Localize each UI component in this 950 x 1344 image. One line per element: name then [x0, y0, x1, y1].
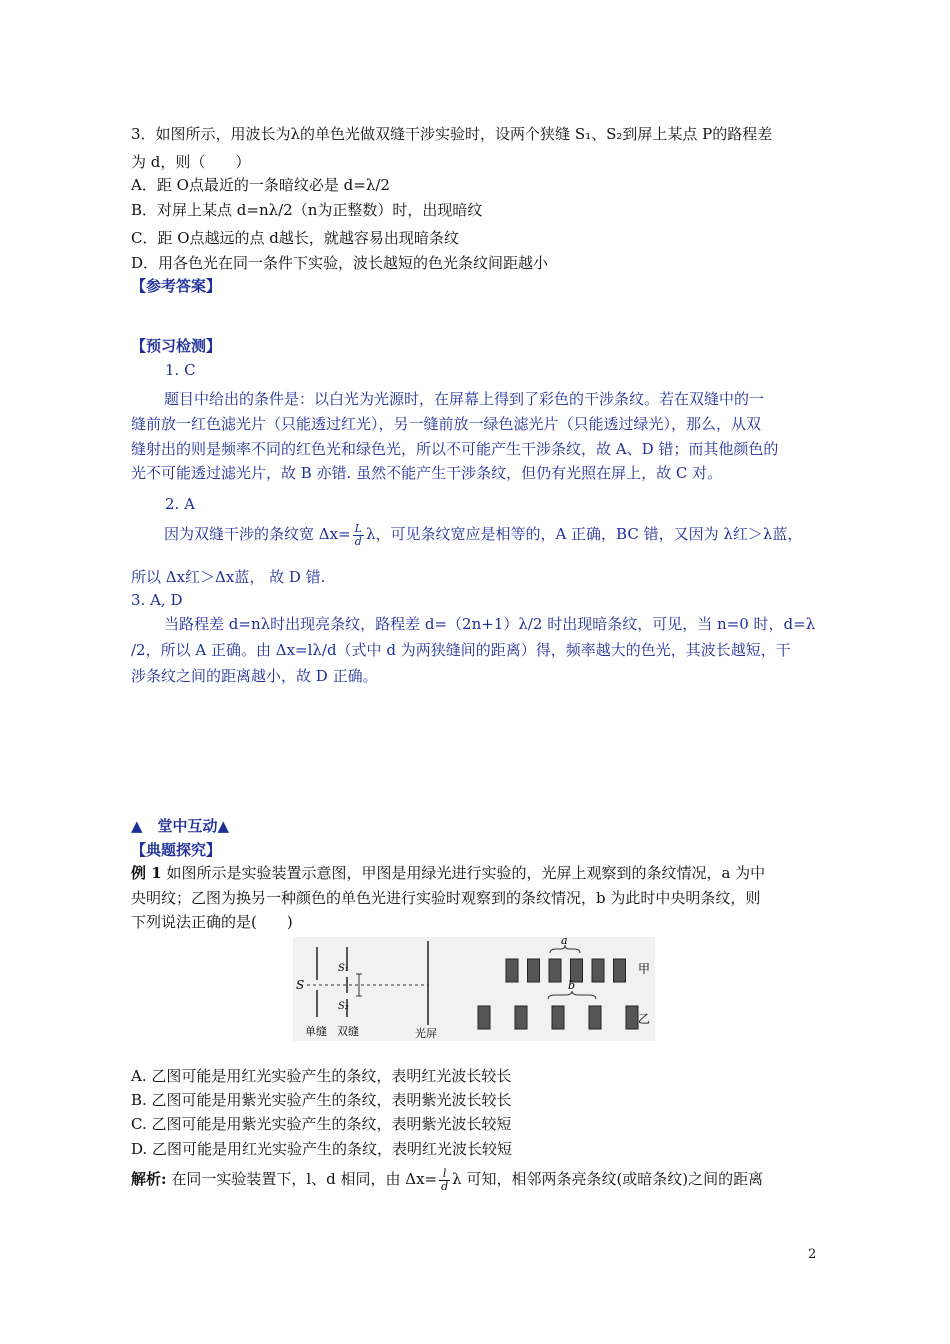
- example-1-label: 例 1: [131, 864, 162, 882]
- fringe-bar-yi-5: [626, 1006, 638, 1029]
- answer-3-line3: 涉条纹之间的距离越小，故 D 正确。: [131, 667, 378, 685]
- q3-option-a: A．距 O点最近的一条暗纹必是 d=λ/2: [131, 176, 390, 194]
- analysis-text-pre: 在同一实验装置下，l、d 相同，由 Δx=: [166, 1170, 438, 1188]
- page-number: 2: [808, 1247, 817, 1262]
- example-1-option-b: B. 乙图可能是用紫光实验产生的条纹，表明紫光波长较长: [131, 1091, 512, 1109]
- q3-option-d: D．用各色光在同一条件下实验，波长越短的色光条纹间距越小: [131, 254, 549, 272]
- fraction-numerator: L: [354, 521, 362, 535]
- analysis-text-post: λ 可知，相邻两条亮条纹(或暗条纹)之间的距离: [452, 1170, 764, 1188]
- analysis-fraction-numerator: l: [439, 1168, 450, 1181]
- analysis-label: 解析:: [131, 1170, 167, 1188]
- fringe-bar-yi-2: [515, 1006, 527, 1029]
- slit-2-label: S₂: [338, 1001, 349, 1012]
- answer-2-line2: 所以 Δx红＞Δx蓝， 故 D 错.: [131, 568, 326, 586]
- fringe-bar-jia-3: [549, 959, 561, 982]
- example-1-line3: 下列说法正确的是( ): [131, 913, 293, 931]
- fringe-pattern-jia: [506, 959, 626, 982]
- q3-option-b: B．对屏上某点 d=nλ/2（n为正整数）时，出现暗纹: [131, 201, 483, 219]
- fringe-bar-jia-2: [528, 959, 540, 982]
- answer-3-line2: /2，所以 A 正确。由 Δx=lλ/d（式中 d 为两狭缝间的距离）得，频率越大的色光，其波长越短，干: [131, 641, 791, 659]
- fringe-bar-jia-1: [506, 959, 518, 982]
- double-slit-diagram: [293, 937, 655, 1041]
- q3-stem-line2: 为 d，则（ ）: [131, 153, 251, 171]
- fringe-bar-yi-3: [552, 1006, 564, 1029]
- fraction-denominator: d: [354, 534, 362, 548]
- example-1-option-c: C. 乙图可能是用紫光实验产生的条纹，表明紫光波长较短: [131, 1115, 512, 1133]
- answer-2-text-post: λ，可见条纹宽应是相等的，A 正确，BC 错，又因为 λ红＞λ蓝，: [365, 525, 803, 543]
- fringe-bar-jia-6: [614, 959, 626, 982]
- answer-1-line3: 缝射出的则是频率不同的红色光和绿色光，所以不可能产生干涉条纹，故 A、D 错；而其他颜色的: [131, 440, 779, 458]
- double-slit-figure: [293, 937, 655, 1041]
- fringe-bar-yi-4: [589, 1006, 601, 1029]
- single-slit-label: 单缝: [305, 1025, 327, 1038]
- fringe-a-label: a: [561, 937, 568, 947]
- answer-2-label: 2. A: [165, 495, 195, 513]
- source-label: S: [296, 978, 305, 992]
- analysis-fraction-denominator: d: [441, 1179, 449, 1193]
- example-1-text: 如图所示是实验装置示意图，甲图是用绿光进行实验的，光屏上观察到的条纹情况，a 为中: [161, 864, 766, 882]
- q3-stem-line1: 3．如图所示，用波长为λ的单色光做双缝干涉实验时，设两个狭缝 S₁、S₂到屏上某点 P的路程差: [131, 125, 773, 143]
- answer-1-line4: 光不可能透过滤光片，故 B 亦错. 虽然不能产生干涉条纹，但仍有光照在屏上，故 C 对。: [131, 464, 723, 482]
- answer-1-label: 1. C: [165, 361, 196, 379]
- yi-label: 乙: [638, 1012, 651, 1026]
- analysis-line: [131, 1167, 763, 1193]
- preview-check-heading: 【预习检测】: [131, 337, 222, 355]
- answer-3-label: 3. A, D: [131, 591, 183, 609]
- example-1-option-a: A. 乙图可能是用红光实验产生的条纹，表明红光波长较长: [131, 1067, 512, 1085]
- analysis-fraction: [439, 1168, 450, 1193]
- double-slit-label: 双缝: [337, 1025, 359, 1038]
- example-1-option-d: D. 乙图可能是用红光实验产生的条纹，表明红光波长较短: [131, 1140, 513, 1158]
- fringe-b-label: b: [568, 979, 576, 992]
- screen-label: 光屏: [415, 1027, 437, 1040]
- reference-answer-heading: 【参考答案】: [131, 277, 222, 295]
- typical-question-heading: 【典题探究】: [131, 841, 222, 859]
- example-1-line1: [131, 863, 765, 883]
- fringe-pattern-yi: [478, 1006, 638, 1029]
- slit-1-label: S₁: [338, 963, 349, 974]
- answer-1-line2: 缝前放一红色滤光片（只能透过红光），另一缝前放一绿色滤光片（只能透过绿光），那么，从双: [131, 415, 762, 433]
- fringe-bar-yi-1: [478, 1006, 490, 1029]
- answer-2-text-pre: 因为双缝干涉的条纹宽 Δx=: [164, 525, 351, 543]
- answer-1-line1: 题目中给出的条件是：以白光为光源时，在屏幕上得到了彩色的干涉条纹。若在双缝中的一: [164, 390, 765, 408]
- fringe-bar-jia-5: [592, 959, 604, 982]
- in-class-heading: ▲ 堂中互动▲: [131, 817, 230, 835]
- jia-label: 甲: [638, 962, 651, 976]
- fringe-width-fraction: [353, 523, 364, 548]
- answer-2-line1: [164, 522, 802, 548]
- brace-b: [548, 991, 596, 999]
- example-1-line2: 央明纹；乙图为换另一种颜色的单色光进行实验时观察到的条纹情况，b 为此时中央明条纹，则: [131, 889, 761, 907]
- q3-option-c: C．距 O点越远的点 d越长，就越容易出现暗条纹: [131, 229, 459, 247]
- answer-3-line1: 当路程差 d=nλ时出现亮条纹，路程差 d=（2n+1）λ/2 时出现暗条纹，可见，当 n=0 时，d=λ: [164, 615, 816, 633]
